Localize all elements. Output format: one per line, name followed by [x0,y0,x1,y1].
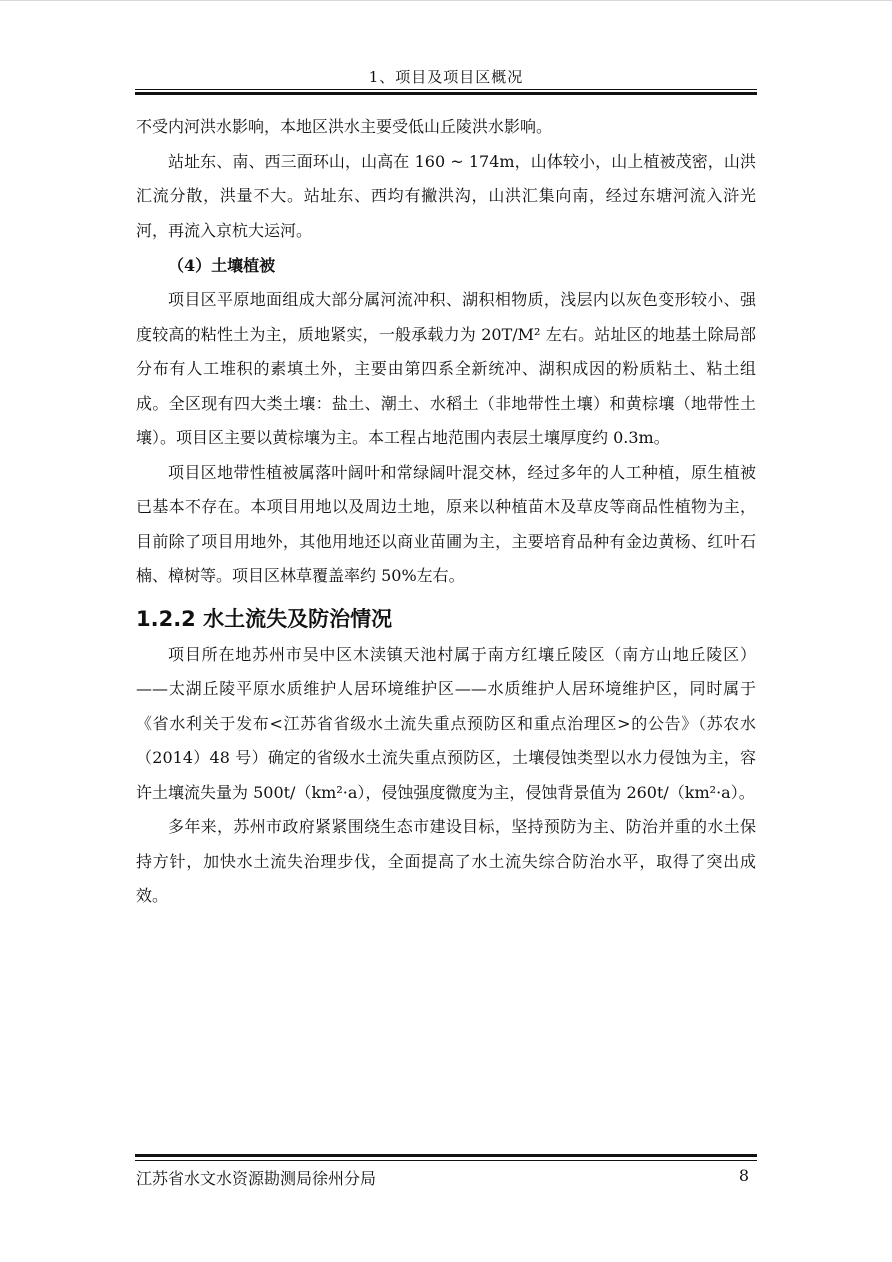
footer-organization: 江苏省水文水资源勘测局徐州分局 [136,1169,377,1188]
paragraph-erosion-control: 多年来，苏州市政府紧紧围绕生态市建设目标，坚持预防为主、防治并重的水土保持方针，加快水土流失治理步伐，全面提高了水土流失综合防治水平，取得了突出成效。 [136,817,756,905]
running-header: 1、项目及项目区概况 [368,68,524,86]
header-rule-thick [135,92,757,95]
footer-rule-thick [135,1154,757,1157]
page-top-border [0,0,892,1]
paragraph-erosion-zone: 项目所在地苏州市吴中区木渎镇天池村属于南方红壤丘陵区（南方山地丘陵区）——太湖丘陵平原水质维护人居环境维护区——水质维护人居环境维护区，同时属于《省水利关于发布<江苏省省级水土流失重点预防区和重点治理区>的公告》（苏农水（2014）48 号）确定的省级水土流失重点预防区，土壤侵蚀类型以水力侵蚀为主，容许土壤流失量为 500t/（km²·a），侵蚀强度微度为主，侵蚀背景值为 260t/（km²·a）。 [136,644,756,802]
paragraph-vegetation: 项目区地带性植被属落叶阔叶和常绿阔叶混交林，经过多年的人工种植，原生植被已基本不存在。本项目用地以及周边土地，原来以种植苗木及草皮等商品性植物为主，目前除了项目用地外，其他用地还以商业苗圃为主，主要培育品种有金边黄杨、红叶石楠、樟树等。项目区林草覆盖率约 50%左右。 [136,462,756,585]
footer-rule-thin [135,1160,757,1161]
subheading-soil-vegetation: （4）土壤植被 [168,256,276,275]
paragraph-soil: 项目区平原地面组成大部分属河流冲积、湖积相物质，浅层内以灰色变形较小、强度较高的粘性土为主，质地紧实，一般承载力为 20T/M² 左右。站址区的地基土除局部分布有人工堆积的素填土外，主要由第四系全新统冲、湖积成因的粉质粘土、粘土组成。全区现有四大类土壤：盐土、潮土、水稻土（非地带性土壤）和黄棕壤（地带性土壤）。项目区主要以黄棕壤为主。本工程占地范围内表层土壤厚度约 0.3m。 [136,290,756,447]
page-body [136,110,756,914]
header-rule-thin [135,89,757,90]
paragraph-flood-continued: 不受内河洪水影响，本地区洪水主要受低山丘陵洪水影响。 [136,117,553,136]
section-heading-soil-erosion: 1.2.2 水土流失及防治情况 [136,606,393,631]
page-number: 8 [738,1166,749,1185]
paragraph-site-terrain: 站址东、南、西三面环山，山高在 160 ~ 174m，山体较小，山上植被茂密，山洪汇流分散，洪量不大。站址东、西均有撇洪沟，山洪汇集向南，经过东塘河流入浒光河，再流入京杭大运河。 [136,151,756,240]
